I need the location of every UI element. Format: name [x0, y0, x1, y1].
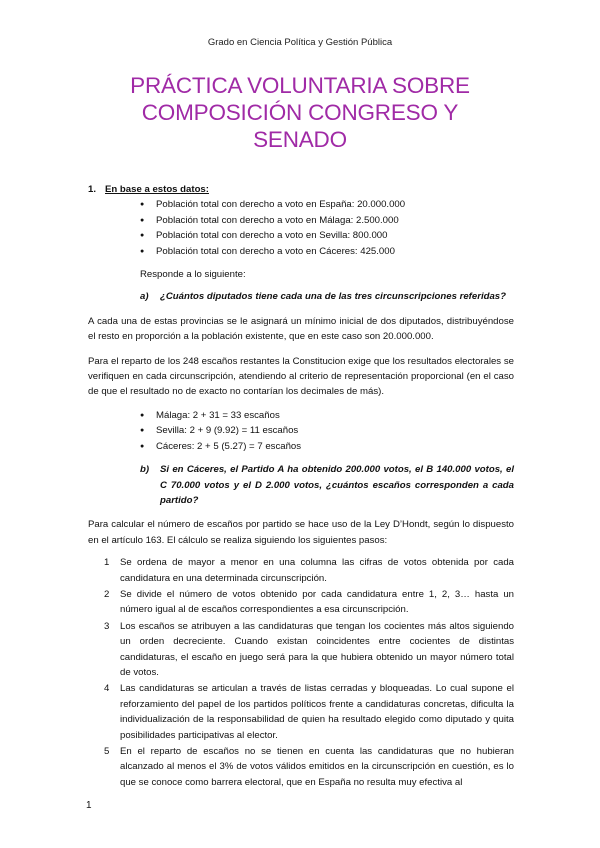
step-number: 3: [104, 620, 110, 632]
step-text: En el reparto de escaños no se tienen en cuenta las candidaturas que no hubieran alcanzado al menos el 3% de votos válidos emitidos en la circunscripción en cuestión, es lo que se conoce como barrera electoral, que en España no resulta muy efectiva al: [120, 746, 514, 788]
section-number: 1.: [88, 184, 97, 195]
list-item: ● Cáceres: 2 + 5 (5.27) = 7 escaños: [140, 439, 514, 454]
list-item: [88, 744, 514, 790]
page-title: [60, 72, 540, 153]
step-number: 1: [104, 557, 110, 569]
steps-list: [88, 555, 514, 790]
list-item: ● Población total con derecho a voto en Málaga: 2.500.000: [140, 213, 514, 228]
step-text: Las candidaturas se articulan a través de listas cerradas y bloqueadas. Lo cual supone el reforzamiento del papel de los partidos políticos frente a candidaturas concretas, dificulta la individualización de la responsabilidad de quien ha resultado elegido como diputado y quita posibilidades participativas al elector.: [120, 683, 514, 741]
list-item: ● Sevilla: 2 + 9 (9.92) = 11 escaños: [140, 423, 514, 438]
list-item: ● Población total con derecho a voto en España: 20.000.000: [140, 197, 514, 212]
step-number: 5: [104, 746, 110, 757]
section-heading-text: En base a estos datos:: [105, 184, 209, 195]
paragraph-1: A cada una de estas provincias se le asignará un mínimo inicial de dos diputados, distribuyéndose el resto en proporción a la población existente, que en este caso son 20.000.000.: [88, 315, 514, 343]
list-item: ● Málaga: 2 + 31 = 33 escaños: [140, 408, 514, 423]
data-list: [88, 197, 514, 259]
section-heading: [88, 182, 514, 197]
question-b: [140, 462, 514, 508]
list-item: [88, 555, 514, 586]
step-text: Se ordena de mayor a menor en una columna las cifras de votos obtenida por cada candidatura en una determinada circunscripción.: [120, 557, 514, 584]
paragraph-2: Para el reparto de los 248 escaños restantes la Constitucion exige que los resultados electorales se verifiquen en cada circunscripción, atendiendo al criterio de representación proporcional (en el caso de que el resultado no de exacto no contarían los decimales de más).: [88, 355, 514, 398]
seats-list: [88, 408, 514, 454]
list-item: [88, 619, 514, 681]
question-a: [140, 289, 514, 304]
list-item: [88, 587, 514, 618]
document-body: [88, 182, 514, 791]
question-b-letter: b): [140, 464, 150, 476]
list-item: ● Población total con derecho a voto en Cáceres: 425.000: [140, 244, 514, 259]
list-item: ● Población total con derecho a voto en Sevilla: 800.000: [140, 228, 514, 243]
respond-label: Responde a lo siguiente:: [140, 269, 246, 281]
question-a-text: ¿Cuántos diputados tiene cada una de las tres circunscripciones referidas?: [160, 291, 507, 303]
page-number: 1: [86, 800, 92, 811]
question-a-letter: a): [140, 291, 149, 303]
step-number: 2: [104, 588, 110, 600]
title-line-1: PRÁCTICA VOLUNTARIA SOBRE: [130, 73, 470, 98]
title-line-3: SENADO: [253, 127, 347, 152]
step-number: 4: [104, 683, 110, 695]
paragraph-3: Para calcular el número de escaños por partido se hace uso de la Ley D’Hondt, según lo dispuesto en el artículo 163. El cálculo se realiza siguiendo los siguientes pasos:: [88, 519, 514, 546]
list-item: [88, 681, 514, 743]
page-header: Grado en Ciencia Política y Gestión Pública: [207, 37, 393, 48]
title-line-2: COMPOSICIÓN CONGRESO Y: [141, 100, 459, 125]
step-text: Se divide el número de votos obtenido por cada candidatura entre 1, 2, 3… hasta un número igual al de escaños correspondientes a esa circunscripción.: [120, 588, 514, 616]
step-text: Los escaños se atribuyen a las candidaturas que tengan los cocientes más altos siguiendo un orden decreciente. Cuando existan coincidentes entre cocientes de distintas candidaturas, el escaño en juego será para la que hubiera obtenido un mayor número total de votos.: [120, 620, 514, 678]
question-b-text: Si en Cáceres, el Partido A ha obtenido 200.000 votos, el B 140.000 votos, el C 70.000 votos y el D 2.000 votos, ¿cuántos escaños corresponden a cada partido?: [160, 464, 514, 506]
